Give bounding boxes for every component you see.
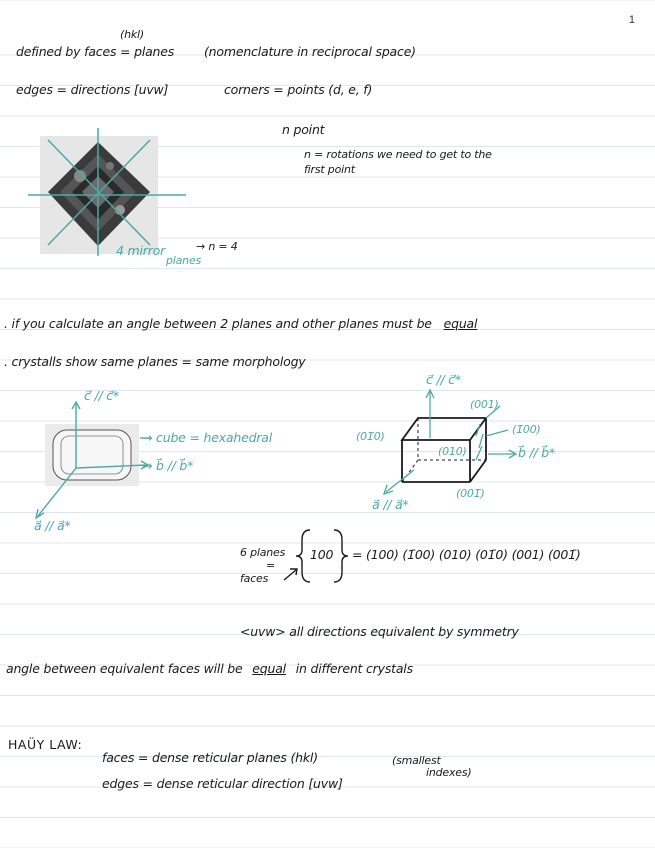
mirror-label: 4 mirror [116,243,166,258]
nomenclature-note: (nomenclature in reciprocal space) [204,44,416,59]
faces-label: faces [240,572,269,585]
six-planes-label: 6 planes [240,546,286,559]
a-axis-right: a⃗ // a⃗* [372,497,409,512]
c-axis-right: c⃗ // c⃗* [426,372,461,387]
uvw-equivalent-line: <uvw> all directions equivalent by symmetry [240,624,519,639]
first-point-note: first point [304,163,355,176]
equal-underlined-2: equal [252,661,286,676]
equal-underlined: equal [443,316,478,331]
edges-definition: edges = directions [uvw] [16,82,169,97]
hauy-edges-line: edges = dense reticular direction [uvw] [102,776,343,791]
corners-definition: corners = points (d, e, f) [224,82,373,97]
b-axis-left: → b⃗ // b⃗* [142,458,194,473]
angle-equivalent-line [6,661,413,676]
planes-label: planes [166,254,202,267]
plane-00-1: (001̄) [456,487,485,500]
plane-010: (010) [438,445,467,458]
plane-001: (001) [470,398,499,411]
angle-equivalent-text: angle between equivalent faces will be [6,661,243,676]
rotations-note: n = rotations we need to get to the [304,148,492,161]
b-axis-right: b⃗ // b⃗* [518,445,556,460]
plane-100-bar: (1̄00) [512,423,541,436]
n-point-label: n point [282,122,325,137]
cube-hexahedral-label: → cube = hexahedral [142,430,272,445]
indexes-note: indexes) [426,766,472,779]
faces-definition: defined by faces = planes [16,44,175,59]
n-equals-4: → n = 4 [196,240,238,253]
smallest-note: (smallest [392,754,441,767]
hauy-law-heading: HAÜY LAW: [8,737,83,752]
a-axis-left: a⃗ // a⃗* [34,518,71,533]
hauy-faces-line: faces = dense reticular planes (hkl) [102,750,318,765]
equals-under: = [266,559,276,572]
hkl-label: (hkl) [120,28,144,41]
page-number: 1 [628,14,635,26]
angle-equivalent-tail: in different crystals [295,661,413,676]
c-axis-left: c⃗ // c⃗* [84,388,119,403]
plane-0-10: (01̄0) [356,430,385,443]
family-plane-list: = (100) (1̄00) (010) (01̄0) (001) (001̄) [352,547,581,562]
crystals-morphology-line: . crystalls show same planes = same morphology [4,354,306,369]
calc-angle-text: . if you calculate an angle between 2 planes and other planes must be [4,316,432,331]
family-100: 100 [310,547,334,562]
